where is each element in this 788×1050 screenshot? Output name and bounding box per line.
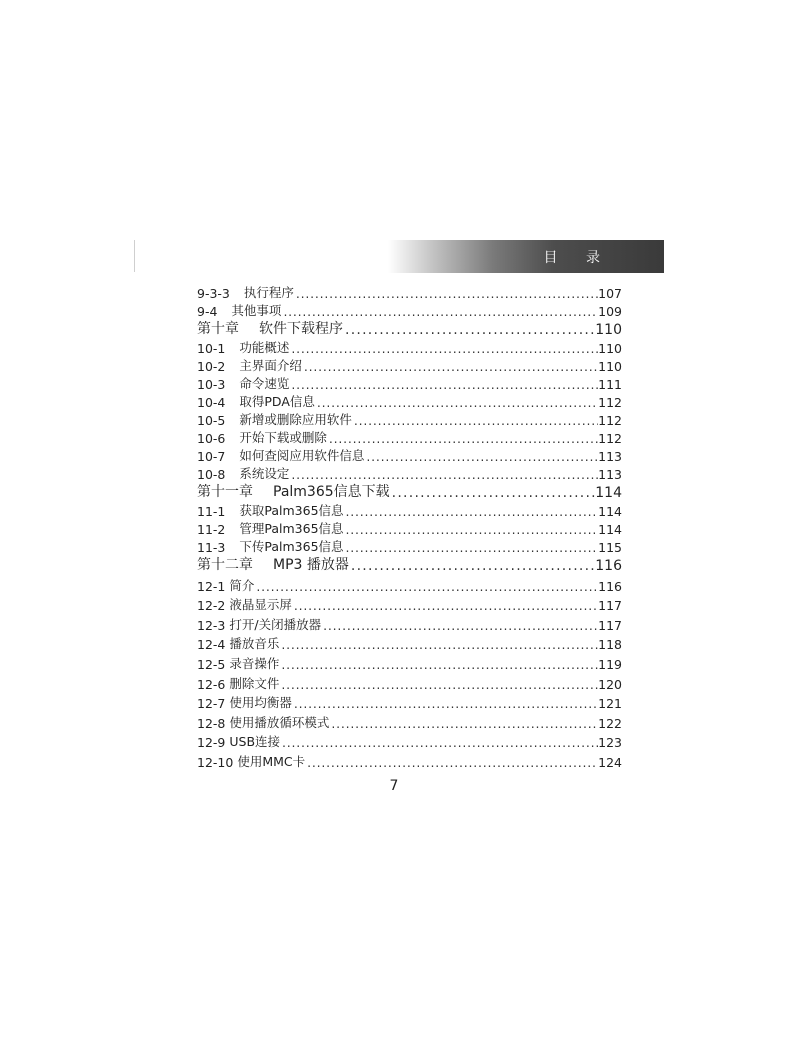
toc-dot-leader	[254, 579, 598, 594]
toc-entry	[197, 594, 622, 614]
toc-entry-page: 122	[598, 715, 622, 731]
toc-entry-page: 109	[598, 304, 622, 319]
toc-entry-page: 113	[598, 449, 622, 464]
toc-dot-leader	[280, 735, 598, 750]
toc-entry-number: 10-4	[197, 395, 226, 410]
toc-entry-title: 取得PDA信息	[239, 394, 315, 409]
toc-entry-title: USB连接	[229, 734, 281, 750]
toc-entry-title: 管理Palm365信息	[239, 521, 344, 536]
toc-entry-number: 12-10	[197, 754, 234, 770]
toc-entry	[197, 283, 622, 301]
toc-entry	[197, 301, 622, 319]
toc-dot-leader	[315, 395, 598, 410]
toc-entry-title: Palm365信息下载	[273, 484, 390, 500]
toc-entry-title: 命令速览	[239, 376, 290, 391]
toc-entry-page: 117	[598, 617, 622, 633]
toc-entry-title: 播放音乐	[229, 636, 280, 652]
toc-entry-number: 10-6	[197, 431, 226, 446]
toc-dot-leader	[294, 286, 598, 301]
toc-entry-title: 使用MMC卡	[237, 753, 306, 769]
table-of-contents	[197, 283, 622, 770]
toc-entry-number: 12-5	[197, 656, 226, 672]
toc-entry	[197, 555, 622, 574]
toc-entry-title: 功能概述	[239, 340, 290, 355]
toc-entry	[197, 482, 622, 501]
toc-entry	[197, 446, 622, 464]
toc-entry-page: 116	[595, 558, 622, 574]
toc-dot-leader	[279, 637, 598, 652]
toc-entry-title: 使用播放循环模式	[229, 714, 330, 730]
toc-entry-page: 110	[595, 322, 622, 338]
header-title: 目 录	[543, 250, 612, 266]
toc-entry-number: 11-1	[197, 504, 226, 519]
toc-entry-page: 120	[598, 676, 622, 692]
toc-entry	[197, 731, 622, 751]
toc-entry-number: 第十一章	[197, 484, 253, 500]
toc-dot-leader	[364, 449, 598, 464]
toc-entry-page: 110	[598, 341, 622, 356]
toc-entry-title: 执行程序	[243, 285, 294, 300]
toc-entry-title: 下传Palm365信息	[239, 539, 344, 554]
toc-entry-title: 其他事项	[231, 303, 282, 318]
toc-entry-number: 11-2	[197, 522, 226, 537]
toc-entry	[197, 711, 622, 731]
toc-dot-leader	[292, 598, 598, 613]
toc-entry	[197, 692, 622, 712]
toc-entry-number: 10-8	[197, 467, 226, 482]
toc-entry-page: 114	[598, 522, 622, 537]
toc-entry	[197, 672, 622, 692]
toc-dot-leader	[289, 377, 598, 392]
toc-dot-leader	[344, 504, 599, 519]
toc-entry-title: 新增或删除应用软件	[239, 412, 352, 427]
toc-entry-number: 12-1	[197, 578, 226, 594]
toc-entry-number: 12-7	[197, 696, 226, 712]
toc-entry-number: 11-3	[197, 540, 226, 555]
toc-entry-title: 软件下载程序	[259, 321, 343, 337]
toc-entry-page: 116	[598, 578, 622, 594]
toc-entry-title: 删除文件	[229, 675, 280, 691]
toc-entry-title: 系统设定	[239, 466, 290, 481]
toc-entry-page: 123	[598, 735, 622, 751]
toc-dot-leader	[327, 431, 598, 446]
toc-entry-title: 简介	[229, 577, 255, 593]
toc-entry-page: 110	[598, 359, 622, 374]
toc-entry-page: 124	[598, 754, 622, 770]
toc-dot-leader	[279, 677, 598, 692]
toc-entry	[197, 633, 622, 653]
toc-entry-title: 液晶显示屏	[229, 597, 292, 613]
toc-entry-number: 10-2	[197, 359, 226, 374]
toc-entry-page: 118	[598, 637, 622, 653]
toc-entry	[197, 750, 622, 770]
toc-entry	[197, 501, 622, 519]
toc-dot-leader	[321, 618, 598, 633]
toc-entry-number: 12-6	[197, 676, 226, 692]
toc-dot-leader	[292, 696, 598, 711]
toc-entry-title: MP3 播放器	[273, 557, 349, 573]
toc-dot-leader	[305, 755, 598, 770]
toc-entry-title: 如何查阅应用软件信息	[239, 448, 365, 463]
toc-entry	[197, 338, 622, 356]
toc-entry-page: 115	[598, 540, 622, 555]
toc-entry-page: 114	[595, 485, 622, 501]
toc-dot-leader	[329, 716, 598, 731]
toc-entry-page: 112	[598, 431, 622, 446]
toc-dot-leader	[344, 540, 599, 555]
toc-entry	[197, 652, 622, 672]
toc-entry-title: 主界面介绍	[239, 358, 302, 373]
toc-entry	[197, 613, 622, 633]
header-band	[388, 240, 664, 273]
toc-entry-page: 119	[598, 656, 622, 672]
toc-dot-leader	[343, 322, 595, 338]
toc-dot-leader	[390, 485, 596, 501]
toc-entry-title: 使用均衡器	[229, 695, 292, 711]
toc-entry	[197, 374, 622, 392]
toc-entry	[197, 410, 622, 428]
toc-entry	[197, 392, 622, 410]
toc-entry-number: 第十二章	[197, 557, 253, 573]
toc-dot-leader	[352, 413, 598, 428]
toc-entry-title: 获取Palm365信息	[239, 503, 344, 518]
toc-entry-page: 112	[598, 395, 622, 410]
page-number: 7	[389, 778, 399, 794]
toc-entry	[197, 319, 622, 338]
toc-entry-number: 10-5	[197, 413, 226, 428]
toc-entry	[197, 356, 622, 374]
toc-dot-leader	[289, 341, 598, 356]
toc-entry	[197, 464, 622, 482]
toc-entry	[197, 519, 622, 537]
toc-entry	[197, 537, 622, 555]
toc-entry-page: 114	[598, 504, 622, 519]
left-margin-rule	[134, 240, 135, 272]
toc-dot-leader	[281, 304, 598, 319]
toc-dot-leader	[302, 359, 598, 374]
toc-dot-leader	[349, 558, 595, 574]
toc-entry-title: 开始下载或删除	[239, 430, 327, 445]
toc-entry-number: 9-3-3	[197, 286, 230, 301]
toc-entry-number: 10-1	[197, 341, 226, 356]
toc-entry-page: 107	[598, 286, 622, 301]
toc-entry-number: 9-4	[197, 304, 218, 319]
toc-entry-number: 第十章	[197, 321, 239, 337]
toc-dot-leader	[289, 467, 598, 482]
toc-entry-page: 113	[598, 467, 622, 482]
toc-entry-number: 10-3	[197, 377, 226, 392]
toc-entry-title: 打开/关闭播放器	[229, 616, 322, 632]
toc-entry-number: 12-4	[197, 637, 226, 653]
toc-entry	[197, 428, 622, 446]
toc-entry-number: 12-2	[197, 598, 226, 614]
toc-entry-number: 12-3	[197, 617, 226, 633]
toc-entry-number: 10-7	[197, 449, 226, 464]
toc-entry-page: 121	[598, 696, 622, 712]
toc-entry-page: 111	[598, 377, 622, 392]
toc-entry-page: 112	[598, 413, 622, 428]
toc-entry-number: 12-9	[197, 735, 226, 751]
toc-entry-number: 12-8	[197, 715, 226, 731]
toc-entry	[197, 574, 622, 594]
toc-entry-page: 117	[598, 598, 622, 614]
toc-dot-leader	[344, 522, 599, 537]
toc-dot-leader	[279, 657, 598, 672]
toc-entry-title: 录音操作	[229, 655, 280, 671]
